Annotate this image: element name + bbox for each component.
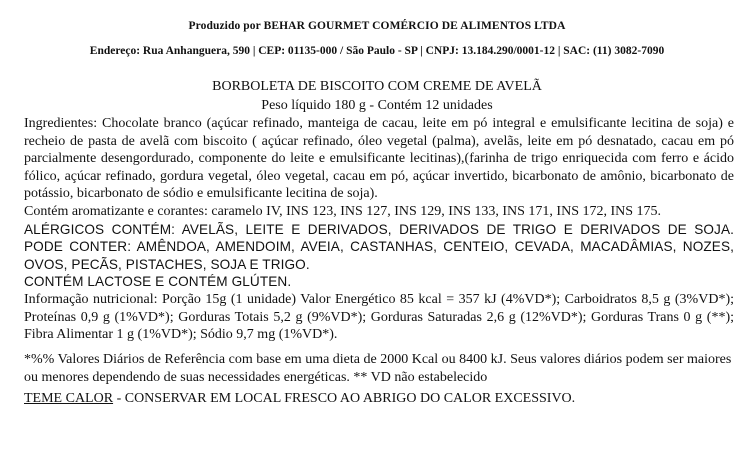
address-line: Endereço: Rua Anhanguera, 590 | CEP: 01135-000 / São Paulo - SP | CNPJ: 13.184.290/0001-12 | SAC: (11) 3082-7090 bbox=[89, 45, 665, 57]
daily-values-footnote: *%% Valores Diários de Referência com base em uma dieta de 2000 Kcal ou 8400 kJ. Seus valores diários podem ser maiores ou menores dependendo de suas necessidades energéticas. ** VD não estabelecido bbox=[24, 352, 732, 385]
label-body bbox=[24, 115, 734, 344]
storage-warning-text: - CONSERVAR EM LOCAL FRESCO AO ABRIGO DO CALOR EXCESSIVO. bbox=[113, 391, 576, 406]
producer-line: Produzido por BEHAR GOURMET COMÉRCIO DE ALIMENTOS LTDA bbox=[188, 20, 566, 32]
allergens-text: ALÉRGICOS CONTÉM: AVELÃS, LEITE E DERIVADOS, DERIVADOS DE TRIGO E DERIVADOS DE SOJA. PODE CONTER: AMÊNDOA, AMENDOIM, AVEIA, CASTANHAS, CENTEIO, CEVADA, MACADÂMIAS, NOZES, OVOS, PECÃS, PISTACHES, SOJA E TRIGO. bbox=[24, 221, 734, 272]
storage-warning-title: TEME CALOR bbox=[24, 391, 114, 406]
ingredients-text: Ingredientes: Chocolate branco (açúcar refinado, manteiga de cacau, leite em pó integral e emulsificante lecitina de soja) e recheio de pasta de avelã com biscoito ( açúcar refinado, óleo vegetal (palma), avelãs, leite em pó desnatado, cacau em pó parcialmente desengordurado, componente do leite e emulsificante lecitinas),(farinha de trigo enriquecida com ferro e ácido fólico, açúcar refinado, gordura vegetal, óleo vegetal, cacau em pó, açúcar invertido, bicarbonato de amônio, bicarbonato de potássio, bicarbonato de sódio e emulsificante lecitina de soja). bbox=[24, 116, 734, 202]
net-weight: Peso líquido 180 g - Contém 12 unidades bbox=[261, 98, 493, 113]
product-name: BORBOLETA DE BISCOITO COM CREME DE AVELÃ bbox=[212, 79, 542, 94]
lactose-gluten-text: CONTÉM LACTOSE E CONTÉM GLÚTEN. bbox=[24, 274, 292, 290]
additives-text: Contém aromatizante e corantes: caramelo IV, INS 123, INS 127, INS 129, INS 133, INS 171, INS 172, INS 175. bbox=[24, 203, 662, 219]
storage-warning bbox=[24, 391, 734, 407]
nutrition-info: Informação nutricional: Porção 15g (1 unidade) Valor Energético 85 kcal = 357 kJ (4%VD*); Carboidratos 8,5 g (3%VD*); Proteínas 0,9 g (1%VD*); Gorduras Totais 5,2 g (9%VD*); Gorduras Saturadas 2,6 g (12%VD*); Gorduras Trans 0 g (**); Fibra Alimentar 1 g (1%VD*); Sódio 9,7 mg (1%VD*). bbox=[24, 291, 734, 343]
